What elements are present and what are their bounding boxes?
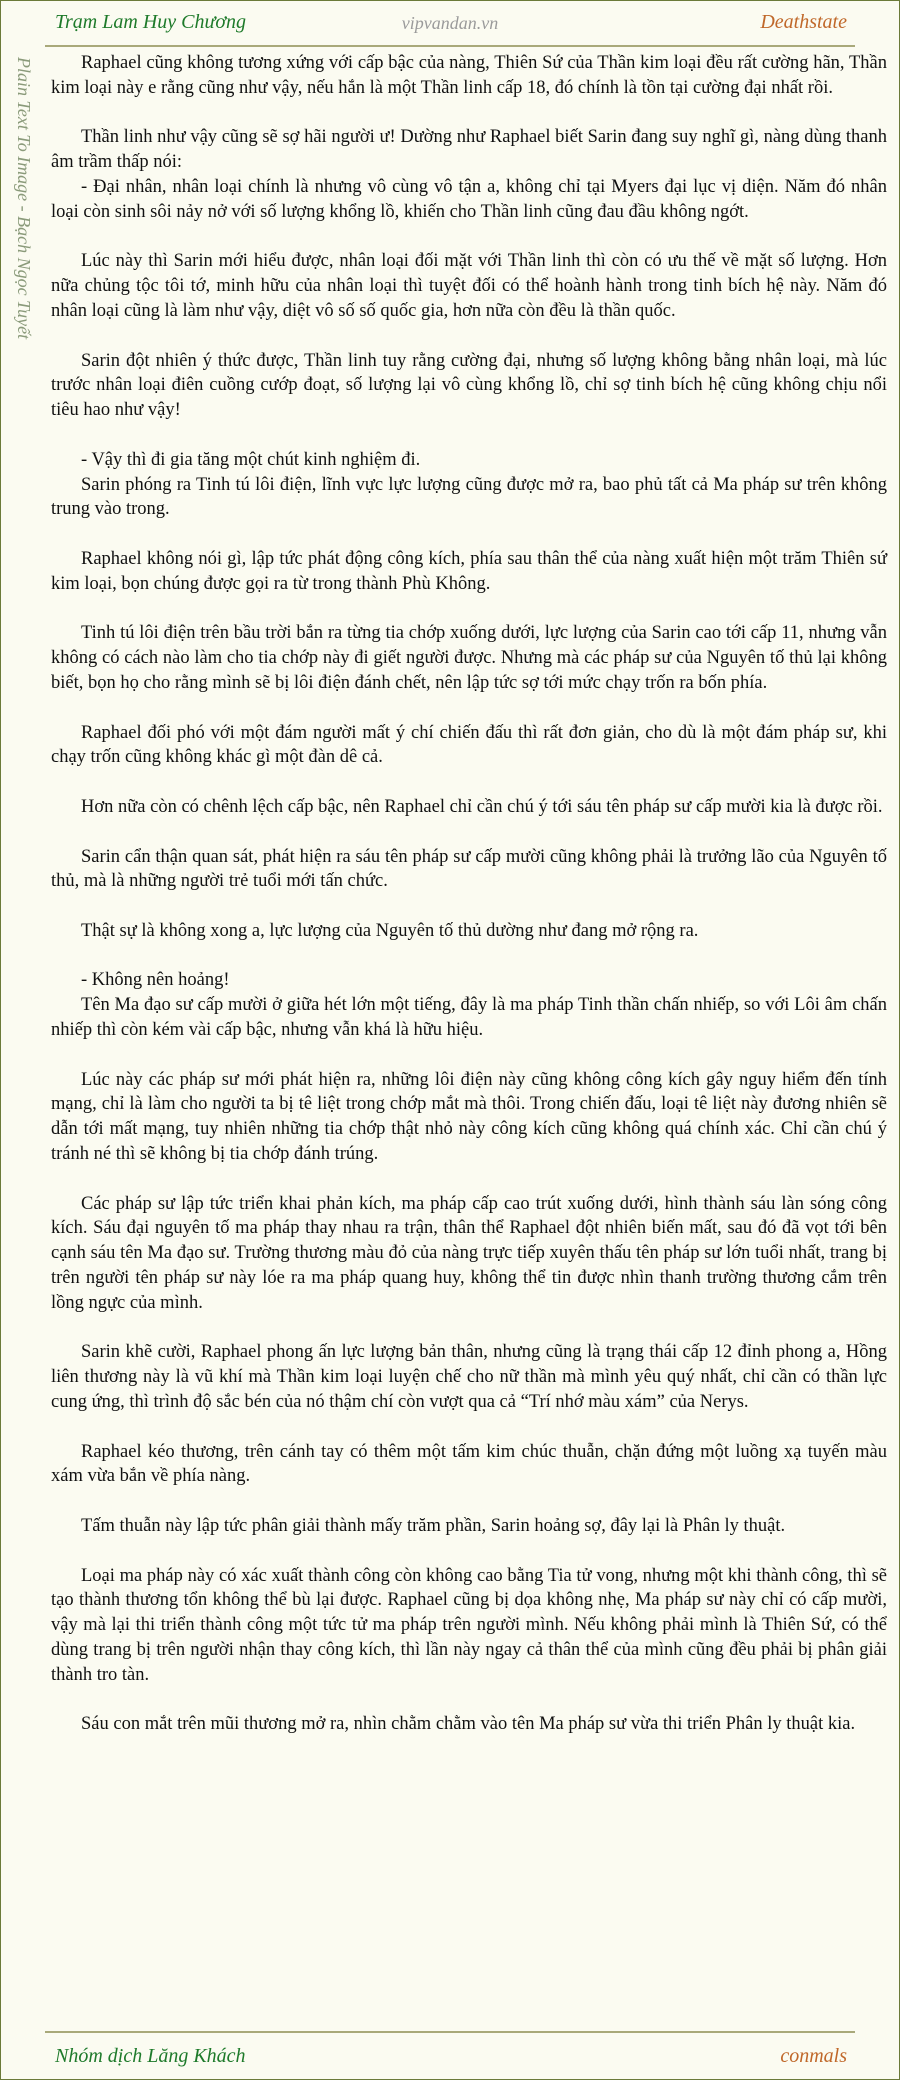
paragraph (51, 249, 887, 323)
paragraph-line: Raphael cũng không tương xứng với cấp bậc của nàng, Thiên Sứ của Thần kim loại đều rất cường hãn, Thần kim loại này e rằng cũng như vậy, nếu hắn là một Thần linh cấp 18, đó chính là tồn tại cường đại nhất rồi. (51, 53, 887, 98)
footer-editor: conmals (780, 2045, 847, 2067)
header-translator-station: Trạm Lam Huy Chương (55, 11, 247, 33)
paragraph-line: Các pháp sư lập tức triển khai phản kích, ma pháp cấp cao trút xuống dưới, hình thành sáu làn sóng công kích. Sáu đại nguyên tố ma pháp thay nhau ra trận, thân thể Raphael đột nhiên biến mất, sau đó đã vọt tới bên cạnh sáu tên Ma đạo sư. Trường thương màu đỏ của nàng trực tiếp xuyên thấu tên pháp sư lớn tuổi nhất, trang bị trên người tên pháp sư này lóe ra ma pháp quang huy, không thể tin được nhìn thanh trường thương cắm trên lồng ngực của mình. (51, 1193, 887, 1313)
paragraph (51, 1564, 887, 1688)
paragraph-line: Raphael kéo thương, trên cánh tay có thêm một tấm kim chúc thuẫn, chặn đứng một luồng xạ tuyến màu xám vừa bắn về phía nàng. (51, 1441, 887, 1487)
paragraph-line: - Đại nhân, nhân loại chính là nhưng vô cùng vô tận a, không chỉ tại Myers đại lục vị diện. Năm đó nhân loại còn sinh sôi nảy nở với số lượng khổng lồ, khiến cho Thần linh cũng đau đầu không ngớt. (51, 176, 887, 222)
paragraph (51, 547, 887, 597)
paragraph (51, 349, 887, 423)
paragraph-line: - Không nên hoảng! (81, 970, 230, 991)
paragraph-line: Thần linh như vậy cũng sẽ sợ hãi người ư! Dường như Raphael biết Sarin đang suy nghĩ gì, nàng dùng thanh âm trầm thấp nói: (51, 127, 887, 173)
paragraph-line: Raphael không nói gì, lập tức phát động công kích, phía sau thân thể của nàng xuất hiện một trăm Thiên sứ kim loại, bọn chúng được gọi ra từ trong thành Phù Không. (51, 548, 887, 594)
paragraph-line: Hơn nữa còn có chênh lệch cấp bậc, nên Raphael chỉ cần chú ý tới sáu tên pháp sư cấp mười kia là được rồi. (81, 796, 883, 817)
paragraph (51, 919, 887, 944)
paragraph (51, 1440, 887, 1490)
side-watermark (1, 45, 45, 505)
header-source: Deathstate (760, 11, 847, 33)
paragraph (51, 51, 887, 101)
paragraph-line: Raphael đối phó với một đám người mất ý chí chiến đấu thì rất đơn giản, cho dù là một đám pháp sư, khi chạy trốn cũng không khác gì một đàn dê cả. (51, 722, 887, 768)
paragraph (51, 1712, 887, 1737)
header-website: vipvandan.vn (401, 13, 499, 33)
paragraph-line: Sarin đột nhiên ý thức được, Thần linh tuy rằng cường đại, nhưng số lượng không bằng nhân loại, mà lúc trước nhân loại điên cuồng cướp đoạt, số lượng lại vô cùng khổng lồ, chỉ sợ tinh bích hệ cũng không chịu nổi tiêu hao như vậy! (51, 350, 887, 421)
paragraph (51, 721, 887, 771)
paragraph (51, 845, 887, 895)
paragraph-line: Tinh tú lôi điện trên bầu trời bắn ra từng tia chớp xuống dưới, lực lượng của Sarin cao tới cấp 11, nhưng vẫn không có cách nào làm cho tia chớp này đi giết người được. Nhưng mà các pháp sư của Nguyên tố thủ lại không biết, bọn họ cho rằng mình sẽ bị lôi điện đánh chết, nên lập tức sợ tới mức chạy trốn ra bốn phía. (51, 623, 887, 693)
side-watermark-text: Plain Text To Image - Bạch Ngọc Tuyết (14, 57, 34, 340)
paragraph (51, 795, 887, 820)
paragraph-line: Sarin khẽ cười, Raphael phong ấn lực lượng bản thân, nhưng cũng là trạng thái cấp 12 đỉnh phong a, Hồng liên thương này là vũ khí mà Thần kim loại luyện chế cho nữ thần mà mình yêu quý nhất, chỉ cần có thần lực cung ứng, thì trình độ sắc bén của nó thậm chí còn vượt qua cả “Trí nhớ màu xám” của Nerys. (51, 1342, 887, 1413)
paragraph-line: Loại ma pháp này có xác xuất thành công còn không cao bằng Tia tử vong, nhưng một khi thành công, thì sẽ tạo thành thương tổn không thể bù lại được. Raphael cũng bị dọa không nhẹ, Ma pháp sư này chỉ có cấp mười, vậy mà lại thi triển thành công một tức tử ma pháp trên người mình. Nếu không phải mình là Thiên Sứ, có thể dùng trang bị trên người nhận thay công kích, thì lần này ngay cả thân thể của mình cũng đều phải bị phân giải thành tro tàn. (51, 1565, 887, 1685)
paragraph (51, 448, 887, 522)
paragraph (51, 968, 887, 1042)
paragraph-line: Tên Ma đạo sư cấp mười ở giữa hét lớn một tiếng, đây là ma pháp Tinh thần chấn nhiếp, so với Lôi âm chấn nhiếp thì còn kém vài cấp bậc, nhưng vẫn khá là hữu hiệu. (51, 995, 887, 1041)
page-footer (45, 2031, 855, 2079)
paragraph-line: Sarin phóng ra Tinh tú lôi điện, lĩnh vực lực lượng cũng được mở ra, bao phủ tất cả Ma pháp sư trên không trung vào trong. (51, 474, 887, 520)
chapter-text (51, 51, 887, 1762)
paragraph (51, 1068, 887, 1167)
paragraph-line: Thật sự là không xong a, lực lượng của Nguyên tố thủ dường như đang mở rộng ra. (81, 920, 699, 941)
footer-group: Nhóm dịch Lăng Khách (55, 2045, 246, 2067)
paragraph-line: Lúc này các pháp sư mới phát hiện ra, những lôi điện này cũng không công kích gây nguy hiểm đến tính mạng, chỉ là làm cho người ta bị tê liệt trong chớp mắt mà thôi. Trong chiến đấu, loại tê liệt này đương nhiên sẽ dẫn tới mất mạng, tuy nhiên những tia chớp thật nhỏ này công kích cũng không quá chính xác. Chỉ cần chú ý tránh né thì sẽ không bị tia chớp đánh trúng. (51, 1069, 887, 1165)
paragraph (51, 1192, 887, 1316)
paragraph-line: Lúc này thì Sarin mới hiểu được, nhân loại đối mặt với Thần linh thì còn có ưu thế về mặt số lượng. Hơn nữa chủng tộc tôi tớ, minh hữu của nhân loại thì tuyệt đối có thể hoành hành trong tinh bích hệ này. Năm đó nhân loại cũng là làm như vậy, diệt vô số số quốc gia, hơn nữa còn đều là thần quốc. (51, 251, 887, 321)
paragraph-line: Sáu con mắt trên mũi thương mở ra, nhìn chằm chằm vào tên Ma pháp sư vừa thi triển Phân ly thuật kia. (81, 1714, 856, 1735)
paragraph-line: Tấm thuẫn này lập tức phân giải thành mấy trăm phần, Sarin hoảng sợ, đây lại là Phân ly thuật. (81, 1516, 786, 1537)
paragraph (51, 621, 887, 695)
paragraph (51, 1514, 887, 1539)
page-header (45, 1, 855, 47)
paragraph (51, 125, 887, 224)
paragraph-line: - Vậy thì đi gia tăng một chút kinh nghiệm đi. (81, 449, 421, 470)
paragraph-line: Sarin cẩn thận quan sát, phát hiện ra sáu tên pháp sư cấp mười cũng không phải là trưởng lão của Nguyên tố thủ, mà là những người trẻ tuổi mới tấn chức. (51, 846, 887, 892)
paragraph (51, 1340, 887, 1414)
